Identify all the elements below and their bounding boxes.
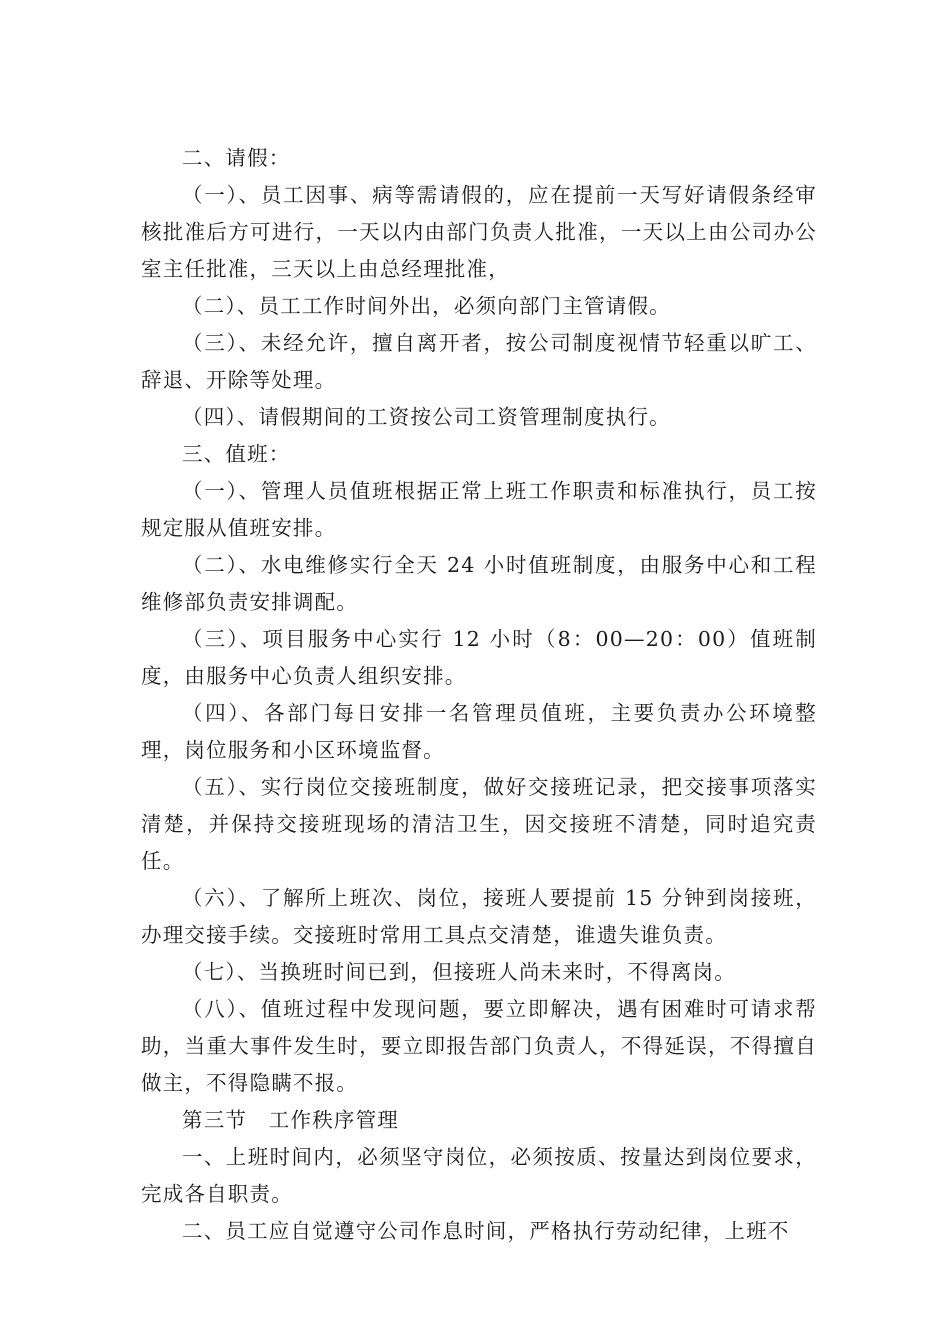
paragraph-leave-2: （二）、员工工作时间外出，必须向部门主管请假。: [182, 294, 671, 318]
paragraph-duty-3: （三）、项目服务中心实行 12 小时（8：00—20：00）值班制度，由服务中心负责人组织安排。: [141, 627, 817, 688]
paragraph-leave-4: （四）、请假期间的工资按公司工资管理制度执行。: [182, 405, 671, 429]
paragraph-duty-1: （一）、管理人员值班根据正常上班工作职责和标准执行，员工按规定服从值班安排。: [141, 479, 817, 540]
paragraph-duty-6: （六）、了解所上班次、岗位，接班人要提前 15 分钟到岗接班，办理交接手续。交接班时常用工具点交清楚，谁遗失谁负责。: [141, 886, 817, 947]
document-body: [141, 140, 817, 1250]
paragraph-duty-8: （八）、值班过程中发现问题，要立即解决，遇有困难时可请求帮助，当重大事件发生时，要立即报告部门负责人，不得延误，不得擅自做主，不得隐瞒不报。: [141, 997, 817, 1095]
paragraph-work-order-1: 一、上班时间内，必须坚守岗位，必须按质、按量达到岗位要求，完成各自职责。: [141, 1145, 817, 1206]
paragraph-work-order-2: 二、员工应自觉遵守公司作息时间，严格执行劳动纪律，上班不: [182, 1219, 790, 1243]
paragraph-duty-5: （五）、实行岗位交接班制度，做好交接班记录，把交接事项落实清楚，并保持交接班现场的清洁卫生，因交接班不清楚，同时追究责任。: [141, 775, 817, 873]
paragraph-duty-4: （四）、各部门每日安排一名管理员值班，主要负责办公环境整理，岗位服务和小区环境监督。: [141, 701, 817, 762]
section-heading-duty: 三、值班：: [182, 442, 291, 466]
section-heading-leave: 二、请假：: [182, 146, 291, 170]
paragraph-duty-7: （七）、当换班时间已到，但接班人尚未来时，不得离岗。: [182, 960, 736, 984]
paragraph-leave-1: （一）、员工因事、病等需请假的，应在提前一天写好请假条经审核批准后方可进行，一天以内由部门负责人批准，一天以上由公司办公室主任批准，三天以上由总经理批准，: [141, 183, 817, 281]
paragraph-duty-2: （二）、水电维修实行全天 24 小时值班制度，由服务中心和工程维修部负责安排调配。: [141, 553, 817, 614]
section-heading-work-order: 第三节 工作秩序管理: [182, 1108, 399, 1132]
paragraph-leave-3: （三）、未经允许，擅自离开者，按公司制度视情节轻重以旷工、辞退、开除等处理。: [141, 331, 817, 392]
